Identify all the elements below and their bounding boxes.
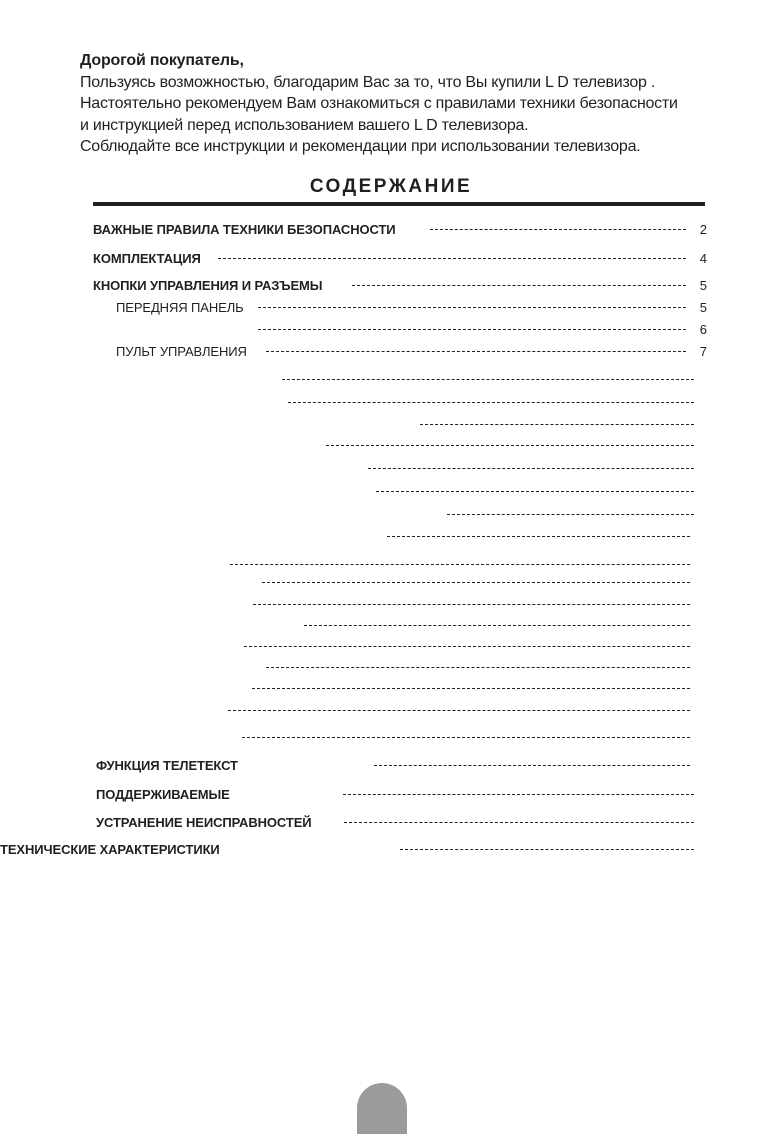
toc-entry [0, 575, 782, 591]
toc-leader [262, 582, 690, 583]
toc-leader [228, 710, 690, 711]
toc-entry [0, 278, 782, 294]
toc-leader [304, 625, 690, 626]
intro-text [80, 50, 760, 157]
toc-leader [253, 604, 690, 605]
toc-entry-page: 7 [699, 344, 707, 359]
toc-leader [343, 794, 694, 795]
toc-entry [0, 703, 782, 719]
toc-entry [0, 557, 782, 573]
toc-entry-label: ПЕРЕДНЯЯ ПАНЕЛЬ [116, 300, 244, 315]
toc-entry [0, 300, 782, 316]
toc-entry [0, 395, 782, 411]
toc-leader [368, 468, 694, 469]
toc-entry-page: 5 [699, 278, 707, 293]
toc-leader [252, 688, 690, 689]
toc-leader [288, 402, 694, 403]
toc-entry [0, 787, 782, 803]
toc-leader [242, 737, 690, 738]
toc-leader [258, 307, 686, 308]
intro-line: Пользуясь возможностью, благодарим Вас за то, что Вы купили L D телевизор . [80, 74, 656, 91]
toc-leader [374, 765, 690, 766]
toc-entry [0, 484, 782, 500]
toc-entry-page: 4 [699, 251, 707, 266]
toc-entry-label: ФУНКЦИЯ ТЕЛЕТЕКСТ [96, 758, 238, 773]
toc-entry-label: КОМПЛЕКТАЦИЯ [93, 251, 201, 266]
intro-line: и инструкцией перед использованием вашего L D телевизора. [80, 116, 529, 134]
toc-entry [0, 730, 782, 746]
toc-entry [0, 758, 782, 774]
title-rule [93, 202, 705, 206]
toc-entry [0, 417, 782, 433]
toc-entry [0, 344, 782, 360]
intro-line: Соблюдайте все инструкции и рекомендации при использовании телевизора. [80, 137, 641, 155]
toc-entry [0, 815, 782, 831]
toc-leader [266, 667, 690, 668]
toc-entry [0, 461, 782, 477]
toc-entry [0, 251, 782, 267]
toc-entry-label: ПОДДЕРЖИВАЕМЫЕ [96, 787, 230, 802]
page-number-tab [357, 1083, 407, 1134]
toc-entry [0, 639, 782, 655]
toc-entry [0, 660, 782, 676]
toc-entry-label: КНОПКИ УПРАВЛЕНИЯ И РАЗЪЕМЫ [93, 278, 323, 293]
toc-leader [400, 849, 694, 850]
toc-title: СОДЕРЖАНИЕ [309, 176, 473, 197]
toc-leader [218, 258, 686, 259]
toc-entry-page: 2 [699, 222, 707, 237]
toc-entry [0, 597, 782, 613]
toc-entry [0, 507, 782, 523]
intro-heading: Дорогой покупатель, [80, 52, 244, 69]
toc-entry [0, 529, 782, 545]
toc-leader [230, 564, 690, 565]
toc-leader [430, 229, 686, 230]
toc-leader [447, 514, 694, 515]
toc-entry [0, 681, 782, 697]
toc-leader [344, 822, 694, 823]
toc-leader [376, 491, 694, 492]
toc-leader [326, 445, 694, 446]
toc-entry [0, 842, 782, 858]
intro-line: Настоятельно рекомендуем Вам ознакомиться с правилами техники безопасности [80, 95, 678, 113]
toc-entry-page: 6 [699, 322, 707, 337]
toc-entry [0, 322, 782, 338]
toc-entry [0, 372, 782, 388]
toc-entry [0, 0, 782, 16]
toc-entry [0, 618, 782, 634]
toc-entry-label: УСТРАНЕНИЕ НЕИСПРАВНОСТЕЙ [96, 815, 312, 830]
toc-leader [352, 285, 686, 286]
toc-leader [266, 351, 686, 352]
toc-entry [0, 438, 782, 454]
toc-entry [0, 222, 782, 238]
toc-leader [420, 424, 694, 425]
toc-entry-label: ПУЛЬТ УПРАВЛЕНИЯ [116, 344, 247, 359]
toc-leader [258, 329, 686, 330]
toc-entry-label: ВАЖНЫЕ ПРАВИЛА ТЕХНИКИ БЕЗОПАСНОСТИ [93, 222, 396, 237]
toc-leader [244, 646, 690, 647]
toc-entry-page: 5 [699, 300, 707, 315]
toc-leader [387, 536, 690, 537]
toc-leader [282, 379, 694, 380]
toc-entry-label: ТЕХНИЧЕСКИЕ ХАРАКТЕРИСТИКИ [0, 842, 220, 857]
